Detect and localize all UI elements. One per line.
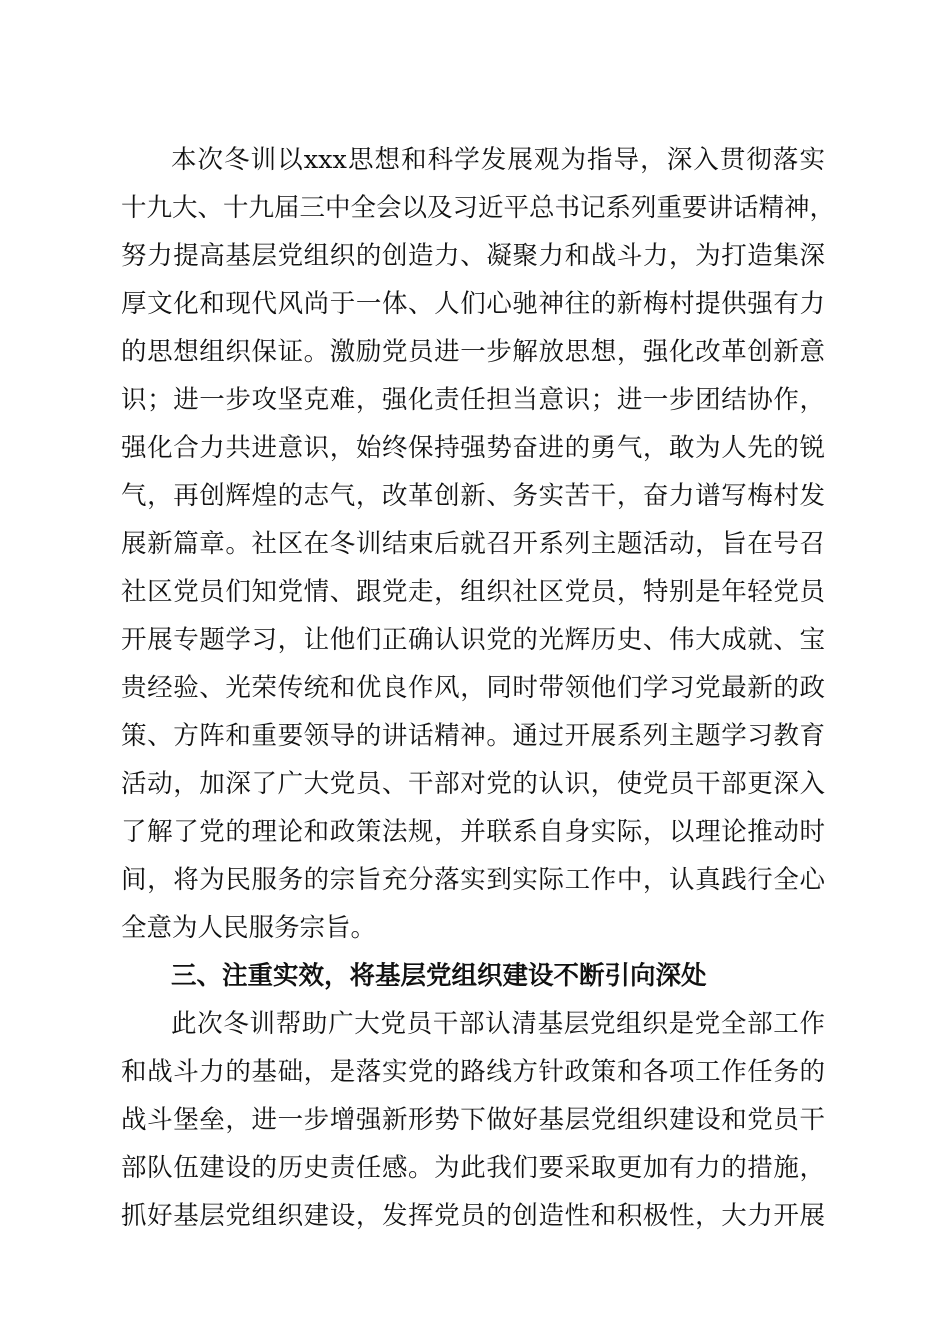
paragraph2-line-2: 和战斗力的基础，是落实党的路线方针政策和各项工作任务的: [121, 1057, 825, 1087]
paragraph1-line-12: 贵经验、光荣传统和优良作风，同时带领他们学习党最新的政: [121, 673, 825, 703]
paragraph2-line-5: 抓好基层党组织建设，发挥党员的创造性和积极性，大力开展: [121, 1201, 825, 1231]
paragraph2-line-1: 此次冬训帮助广大党员干部认清基层党组织是党全部工作: [171, 1009, 825, 1039]
paragraph1-line-10: 社区党员们知党情、跟党走，组织社区党员，特别是年轻党员: [121, 577, 825, 607]
paragraph1-line-8: 气，再创辉煌的志气，改革创新、务实苦干，奋力谱写梅村发: [121, 481, 825, 511]
paragraph2-line-4: 部队伍建设的历史责任感。为此我们要采取更加有力的措施，: [121, 1153, 825, 1183]
paragraph1-line-1: 本次冬训以xxx思想和科学发展观为指导，深入贯彻落实: [171, 145, 825, 175]
paragraph1-line-9: 展新篇章。社区在冬训结束后就召开系列主题活动，旨在号召: [121, 529, 825, 559]
paragraph1-line-11: 开展专题学习，让他们正确认识党的光辉历史、伟大成就、宝: [121, 625, 825, 655]
paragraph1-line-4: 厚文化和现代风尚于一体、人们心驰神往的新梅村提供强有力: [121, 289, 825, 319]
paragraph1-line-7: 强化合力共进意识，始终保持强势奋进的勇气，敢为人先的锐: [121, 433, 825, 463]
paragraph1-line-2: 十九大、十九届三中全会以及习近平总书记系列重要讲话精神，: [121, 193, 836, 223]
paragraph1-line-3: 努力提高基层党组织的创造力、凝聚力和战斗力，为打造集深: [121, 241, 825, 271]
section-heading-3: 三、注重实效，将基层党组织建设不断引向深处: [171, 961, 707, 991]
paragraph1-line-15: 了解了党的理论和政策法规，并联系自身实际，以理论推动时: [121, 817, 825, 847]
paragraph1-line-17: 全意为人民服务宗旨。: [121, 913, 377, 943]
paragraph1-line-6: 识；进一步攻坚克难，强化责任担当意识；进一步团结协作，: [121, 385, 825, 415]
paragraph1-line-16: 间，将为民服务的宗旨充分落实到实际工作中，认真践行全心: [121, 865, 825, 895]
paragraph1-line-5: 的思想组织保证。激励党员进一步解放思想，强化改革创新意: [121, 337, 825, 367]
paragraph2-line-3: 战斗堡垒，进一步增强新形势下做好基层党组织建设和党员干: [121, 1105, 825, 1135]
paragraph1-line-14: 活动，加深了广大党员、干部对党的认识，使党员干部更深入: [121, 769, 825, 799]
paragraph1-line-13: 策、方阵和重要领导的讲话精神。通过开展系列主题学习教育: [121, 721, 825, 751]
